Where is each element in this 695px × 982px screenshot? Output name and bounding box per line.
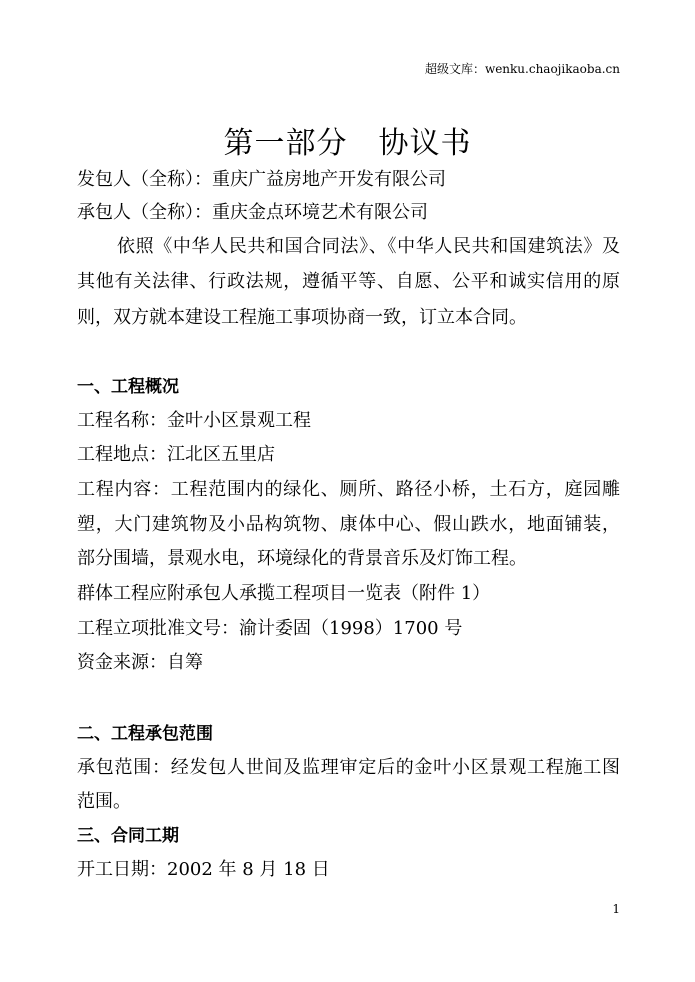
section-heading: 三、合同工期 [77,826,179,846]
funding-source: 资金来源：自筹 [77,652,203,673]
section-heading: 二、工程承包范围 [77,724,213,744]
approval-number: 工程立项批准文号：渝计委固（1998）1700 号 [77,618,463,639]
contractor-line: 承包人（全称）：重庆金点环境艺术有限公司 [77,202,428,223]
scope-line: 范围。 [77,791,131,812]
project-name: 工程名称：金叶小区景观工程 [77,410,311,431]
attachment-note: 群体工程应附承包人承揽工程项目一览表（附件 1） [77,583,491,604]
employer-line: 发包人（全称）：重庆广益房地产开发有限公司 [77,169,446,190]
intro-paragraph-line: 依照《中华人民共和国合同法》、《中华人民共和国建筑法》及 [117,236,620,257]
project-content-line: 塑，大门建筑物及小品构筑物、康体中心、假山跌水，地面铺装， [77,514,620,535]
scope-line: 承包范围：经发包人世间及监理审定后的金叶小区景观工程施工图 [77,757,620,778]
section-heading: 一、工程概况 [77,377,179,397]
project-content-line: 工程内容：工程范围内的绿化、厕所、路径小桥，土石方，庭园雕 [77,479,620,500]
intro-paragraph-line: 则，双方就本建设工程施工事项协商一致，订立本合同。 [77,307,527,328]
document-title: 第一部分 协议书 [223,126,472,161]
page-header: 超级文库：wenku.chaojikaoba.cn [424,62,620,76]
project-location: 工程地点：江北区五里店 [77,444,275,465]
page-number: 1 [612,902,620,916]
intro-paragraph-line: 其他有关法律、行政法规，遵循平等、自愿、公平和诚实信用的原 [77,271,620,292]
project-content-line: 部分围墙，景观水电，环境绿化的背景音乐及灯饰工程。 [77,548,527,569]
start-date: 开工日期：2002 年 8 月 18 日 [77,859,330,880]
